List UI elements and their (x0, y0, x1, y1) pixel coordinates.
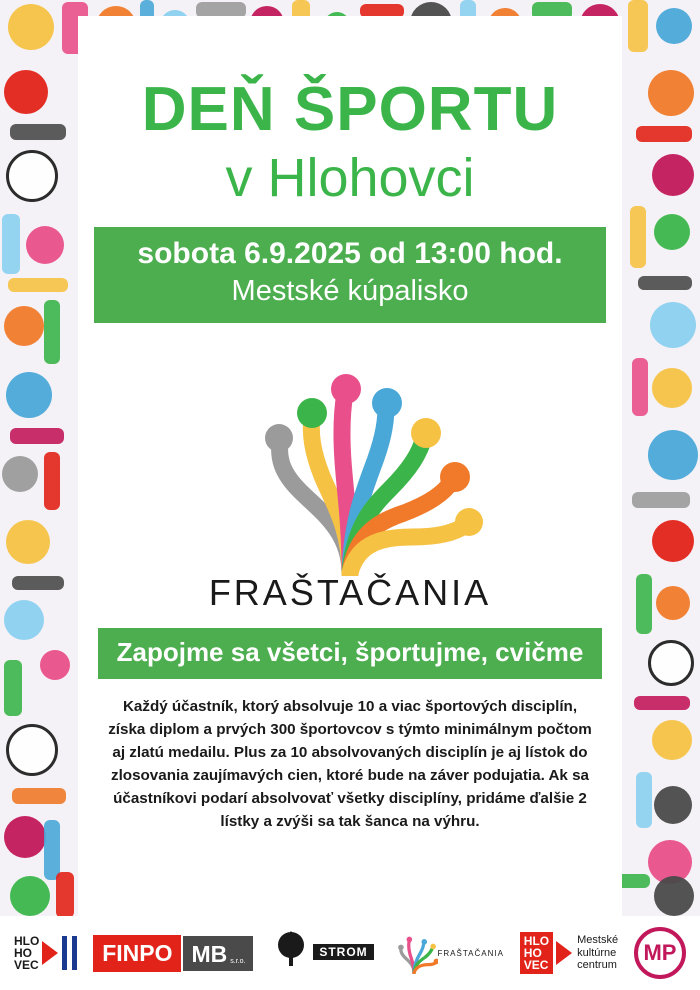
event-date-time: sobota 6.9.2025 od 13:00 hod. (137, 237, 563, 271)
event-description (104, 695, 596, 834)
hlohovec-line-2: HO (14, 946, 32, 960)
sponsor-mp (634, 927, 686, 979)
mkc-hlohovec-mark (520, 932, 572, 974)
poster-content-panel (78, 16, 622, 916)
hlohovec-line-1: HLO (14, 934, 40, 948)
sponsor-strom (269, 929, 373, 978)
logo-wordmark: FRAŠTAČANIA (208, 571, 492, 613)
mkc-text-3: centrum (577, 959, 617, 972)
finpo-logo: FINPO (93, 935, 181, 972)
mp-logo (634, 927, 686, 979)
mb-logo (183, 936, 253, 971)
poster-heading (78, 16, 622, 209)
mkc-arrow-icon (556, 941, 572, 965)
mp-ring-decoration (635, 928, 685, 978)
mb-sub-label: s.r.o. (230, 957, 246, 965)
mkc-line-2: HO (523, 946, 542, 960)
mp-label: MP (643, 940, 677, 965)
frastacania-logo (78, 341, 622, 614)
frastacania-tree-icon (200, 341, 500, 576)
frastacania-mini-icon (390, 932, 438, 974)
event-description-text: Každý účastník, ktorý absolvuje 10 a viac športových disciplín, získa diplom a prvých 300 športovcov s týmto minimálnym počtom aj zlatú medailu. Plus za 10 absolvovaných disciplín je aj lístok do zlosovania zaujímavých cien, ktoré bude na záver podujatia. Ak sa účastníkovi podarí absolvovať všetky disciplíny, pridáme ďalšie 2 lístky a zvýši sa tak šanca na výhru. (108, 697, 592, 830)
page-subtitle: v Hlohovci (225, 148, 475, 209)
hlohovec-line-3: VEC (14, 958, 39, 972)
flag-bars-icon (62, 936, 77, 970)
mkc-line-3: VEC (523, 958, 549, 972)
tree-icon (269, 929, 313, 978)
event-datetime-band (94, 227, 606, 322)
frastacania-mini-label: FRAŠTAČANIA (437, 949, 504, 958)
arrow-icon (42, 941, 58, 965)
mb-label: MB (191, 940, 228, 967)
sponsor-finpo-mb (93, 935, 253, 972)
strom-label: STROM (313, 944, 373, 960)
event-place: Mestské kúpalisko (231, 274, 469, 307)
sponsor-hlohovec-logo (14, 935, 77, 971)
sponsor-mkc (520, 932, 618, 974)
page-title: DEŇ ŠPORTU (141, 75, 559, 144)
mkc-text-2: kultúrne (577, 946, 617, 959)
sponsor-frastacania (390, 932, 504, 974)
mkc-text-1: Mestské (577, 934, 619, 947)
sponsor-strip (0, 916, 700, 990)
mkc-line-1: HLO (523, 934, 550, 948)
slogan-band: Zapojme sa všetci, športujme, cvičme (98, 628, 602, 679)
